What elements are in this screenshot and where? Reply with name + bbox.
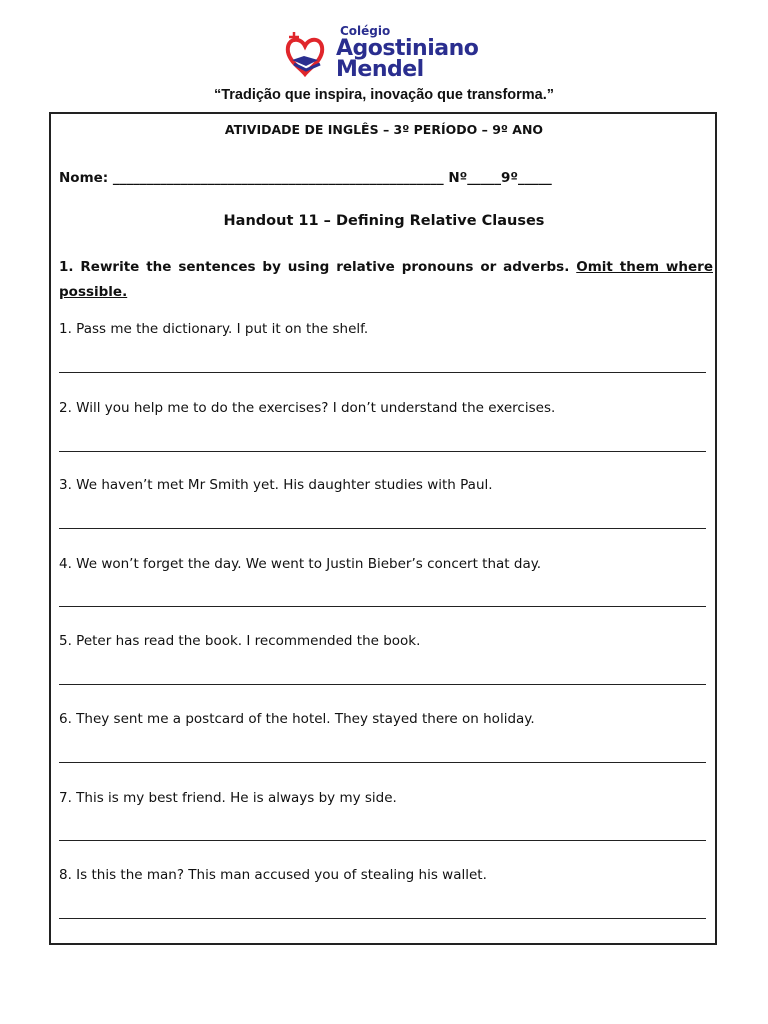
answer-line-3[interactable]	[59, 528, 706, 529]
heart-book-logo-icon	[282, 26, 328, 84]
logo-agostiniano-text: Agostiniano	[336, 36, 479, 61]
worksheet-title: ATIVIDADE DE INGLÊS – 3º PERÍODO – 9º ANO	[224, 122, 544, 137]
question-1: 1. Pass me the dictionary. I put it on the shelf.	[59, 321, 369, 337]
logo-colegio-text: Colégio	[340, 24, 391, 38]
question-7: 7. This is my best friend. He is always by my side.	[59, 790, 397, 806]
handout-title: Handout 11 – Defining Relative Clauses	[223, 213, 545, 229]
answer-line-2[interactable]	[59, 451, 706, 452]
question-8: 8. Is this the man? This man accused you of stealing his wallet.	[59, 867, 487, 883]
question-2: 2. Will you help me to do the exercises? I don’t understand the exercises.	[59, 400, 556, 416]
question-3: 3. We haven’t met Mr Smith yet. His daughter studies with Paul.	[59, 477, 493, 493]
school-logo	[282, 22, 492, 88]
school-motto: “Tradição que inspira, inovação que transforma.”	[213, 87, 555, 103]
name-number-field[interactable]: Nome: _________________________________________________ Nº_____9º_____	[59, 170, 552, 186]
logo-mendel-text: Mendel	[336, 57, 424, 82]
instruction-underlined: Omit them where possible.	[59, 259, 713, 300]
answer-line-8[interactable]	[59, 918, 706, 919]
answer-line-4[interactable]	[59, 606, 706, 607]
question-5: 5. Peter has read the book. I recommended the book.	[59, 633, 421, 649]
question-6: 6. They sent me a postcard of the hotel. They stayed there on holiday.	[59, 711, 535, 727]
answer-line-6[interactable]	[59, 762, 706, 763]
question-4: 4. We won’t forget the day. We went to Justin Bieber’s concert that day.	[59, 556, 542, 572]
answer-line-7[interactable]	[59, 840, 706, 841]
instruction-text: 1. Rewrite the sentences by using relative pronouns or adverbs.	[59, 259, 577, 275]
answer-line-5[interactable]	[59, 684, 706, 685]
exercise-instruction	[59, 255, 713, 305]
answer-line-1[interactable]	[59, 372, 706, 373]
